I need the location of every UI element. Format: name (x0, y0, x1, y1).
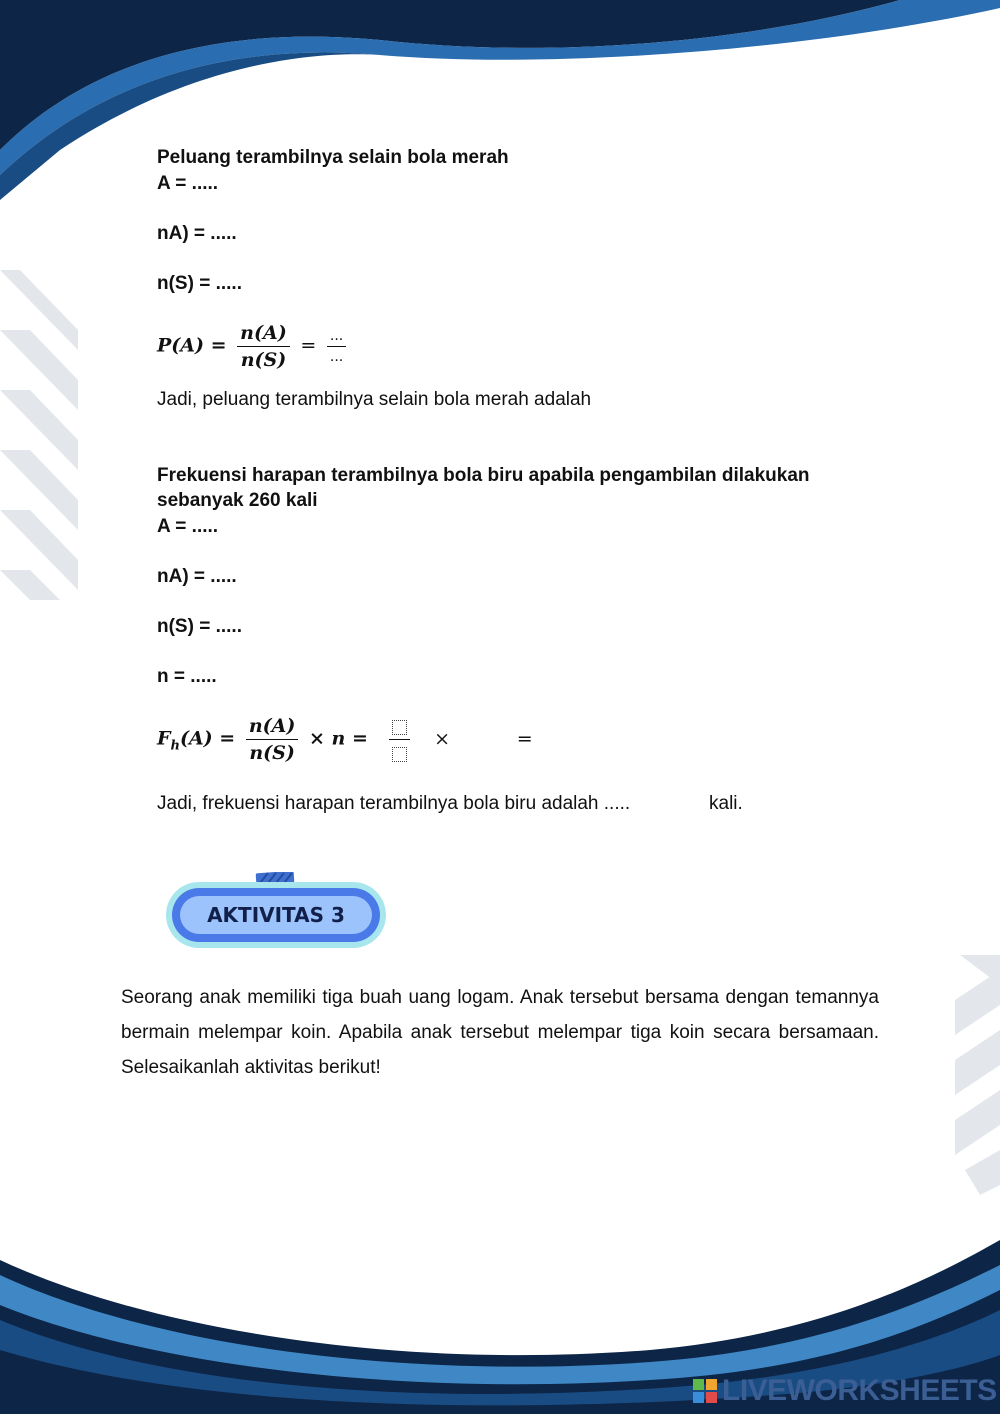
section2-ns-line: n(S) = ..... (157, 616, 242, 637)
badge-label: AKTIVITAS 3 (207, 903, 345, 927)
section2-n-line: n = ..... (157, 666, 217, 687)
fraction-denominator: n(S) (240, 349, 287, 371)
formula-result-equals: = (516, 727, 533, 750)
activity-badge (164, 872, 388, 952)
liveworksheets-logo-icon (693, 1379, 717, 1403)
section2-na-line: nA) = ..... (157, 566, 237, 587)
section2-conclusion-unit: kali. (709, 793, 743, 814)
section1-heading: Peluang terambilnya selain bola merah (157, 147, 509, 168)
numerator-answer-box[interactable] (392, 720, 407, 735)
answer-fraction (389, 715, 410, 764)
section1-ns-line: n(S) = ..... (157, 273, 242, 294)
formula-equals: = (300, 334, 317, 357)
formula-subscript: h (170, 738, 180, 754)
section2-heading-line1: Frekuensi harapan terambilnya bola biru apabila pengambilan dilakukan (157, 465, 810, 486)
expected-frequency-formula (157, 715, 533, 764)
section1-a-line: A = ..... (157, 173, 219, 194)
formula-fraction (237, 322, 290, 371)
fraction-numerator: n(A) (237, 322, 290, 347)
section1-na-line: nA) = ..... (157, 223, 237, 244)
formula-lhs-rest: (A) = (179, 727, 236, 750)
formula-times: × (434, 727, 451, 750)
result-denominator: ... (329, 349, 344, 365)
section2-heading-line2: sebanyak 260 kali (157, 490, 318, 511)
section1-conclusion: Jadi, peluang terambilnya selain bola merah adalah (157, 389, 592, 410)
result-numerator: ... (327, 328, 346, 347)
section2-conclusion: Jadi, frekuensi harapan terambilnya bola biru adalah ..... (157, 793, 631, 814)
formula-fraction (246, 715, 299, 764)
liveworksheets-brand: LIVEWORKSHEETS (722, 1374, 997, 1407)
section2-a-line: A = ..... (157, 516, 219, 537)
formula-f: F (157, 727, 171, 750)
fraction-numerator: n(A) (246, 715, 299, 740)
fraction-denominator: n(S) (249, 742, 295, 764)
formula-lhs: P(A) = (157, 334, 227, 357)
probability-formula (157, 322, 350, 371)
result-fraction (327, 328, 346, 365)
formula-times-n: × n = (309, 727, 368, 750)
activity-paragraph: Seorang anak memiliki tiga buah uang logam. Anak tersebut bersama dengan temannya bermain melempar koin. Apabila anak tersebut melempar tiga koin secara bersamaan. Selesaikanlah aktivitas berikut! (121, 987, 879, 1078)
denominator-answer-box[interactable] (392, 747, 407, 762)
